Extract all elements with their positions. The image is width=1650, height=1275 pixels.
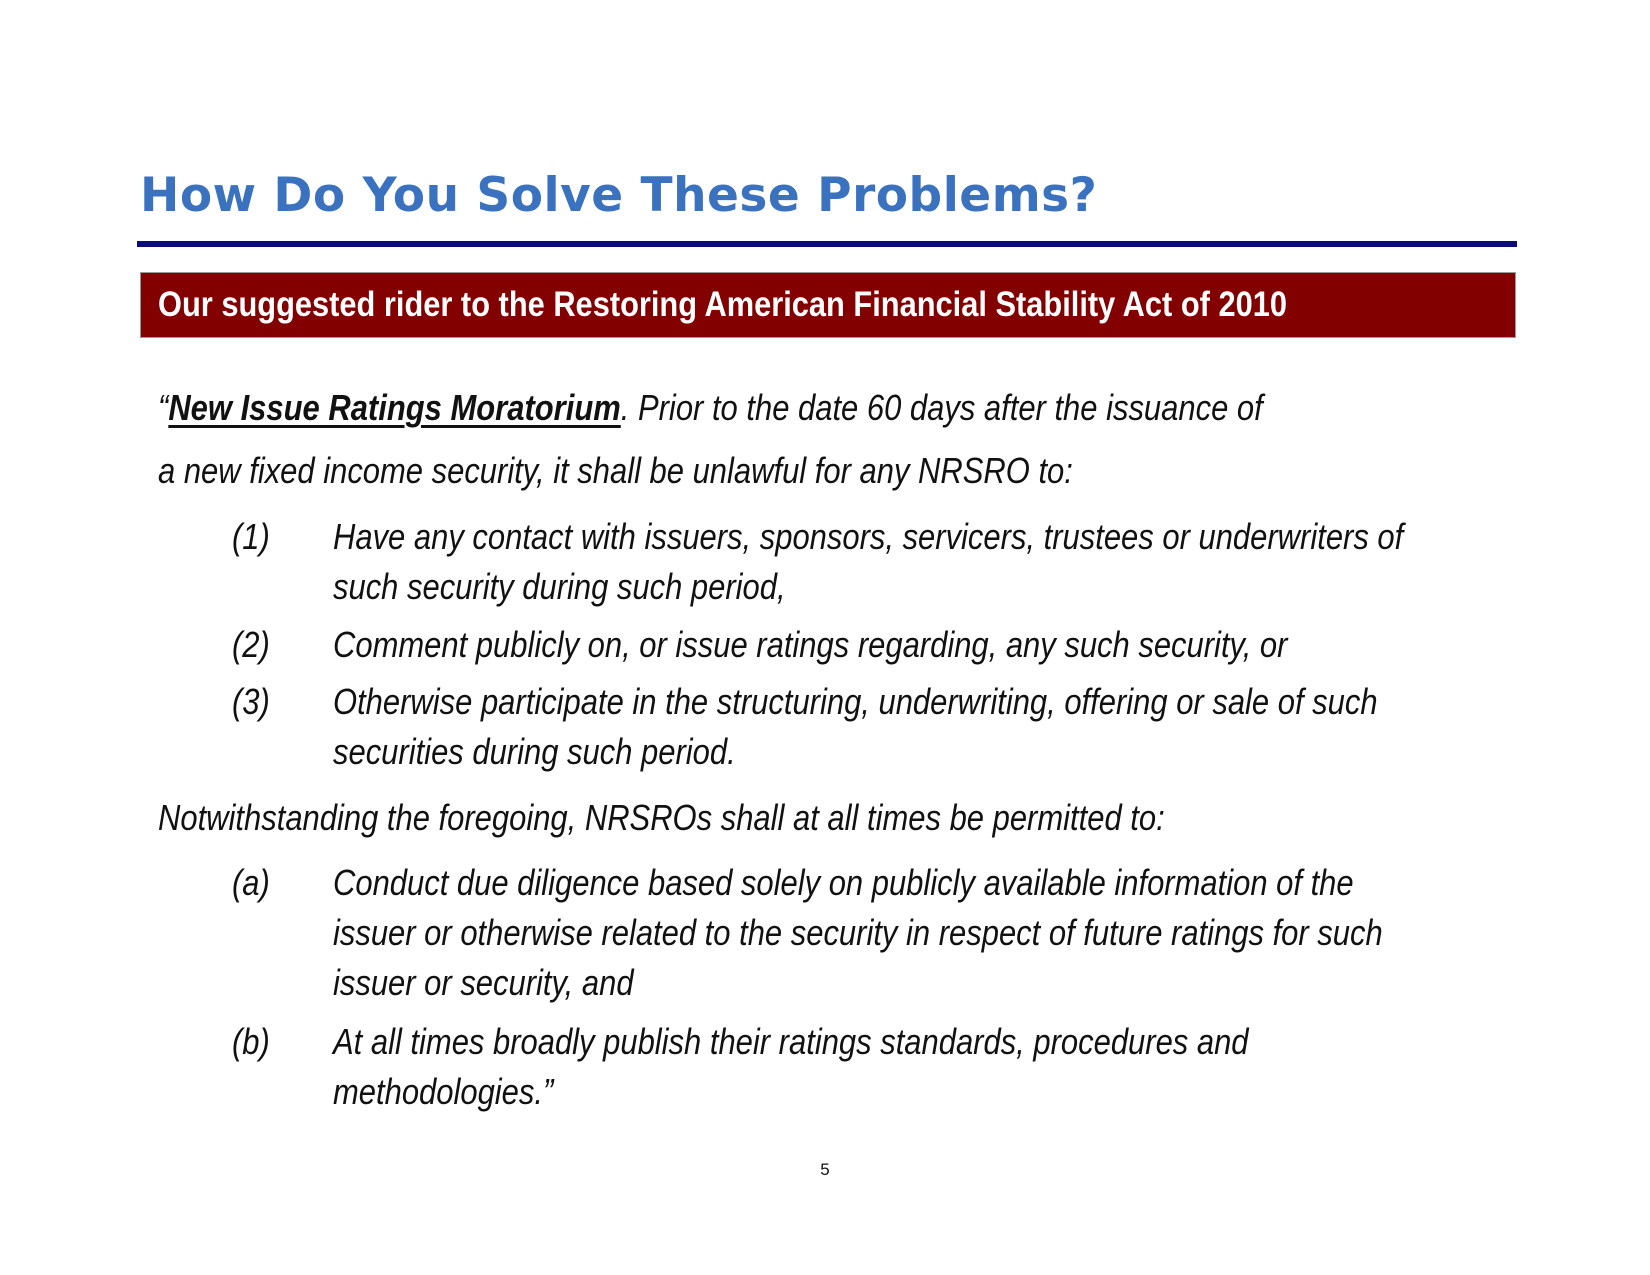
section-banner (140, 272, 1516, 338)
intro-rest: . Prior to the date 60 days after the issuance of (620, 387, 1263, 428)
rider-intro-line-1 (158, 387, 1263, 428)
list-text: Otherwise participate in the structuring, underwriting, offering or sale of such securities during such period. (333, 681, 1378, 772)
rider-intro-line-2: a new fixed income security, it shall be unlawful for any NRSRO to: (158, 450, 1073, 491)
open-quote: “ (158, 387, 169, 428)
list-text: Have any contact with issuers, sponsors, servicers, trustees or underwriters of such security during such period, (333, 516, 1404, 607)
defined-term: New Issue Ratings Moratorium (168, 387, 621, 428)
list-marker: (3) (232, 681, 270, 722)
list-text: Comment publicly on, or issue ratings regarding, any such security, or (333, 624, 1288, 665)
page-number: 5 (820, 1160, 830, 1179)
list-marker: (b) (232, 1021, 270, 1062)
list-marker: (1) (232, 516, 270, 557)
list-marker: (a) (232, 862, 270, 903)
title-divider (137, 241, 1517, 247)
exception-intro: Notwithstanding the foregoing, NRSROs shall at all times be permitted to: (158, 797, 1165, 838)
banner-text: Our suggested rider to the Restoring American Financial Stability Act of 2010 (158, 285, 1288, 324)
list-marker: (2) (232, 624, 270, 665)
list-text: Conduct due diligence based solely on publicly available information of the issuer or otherwise related to the security in respect of future ratings for such issuer or security, and (333, 862, 1383, 1003)
slide-title: How Do You Solve These Problems? (140, 168, 1098, 223)
list-text: At all times broadly publish their ratings standards, procedures and methodologies.” (333, 1021, 1249, 1112)
